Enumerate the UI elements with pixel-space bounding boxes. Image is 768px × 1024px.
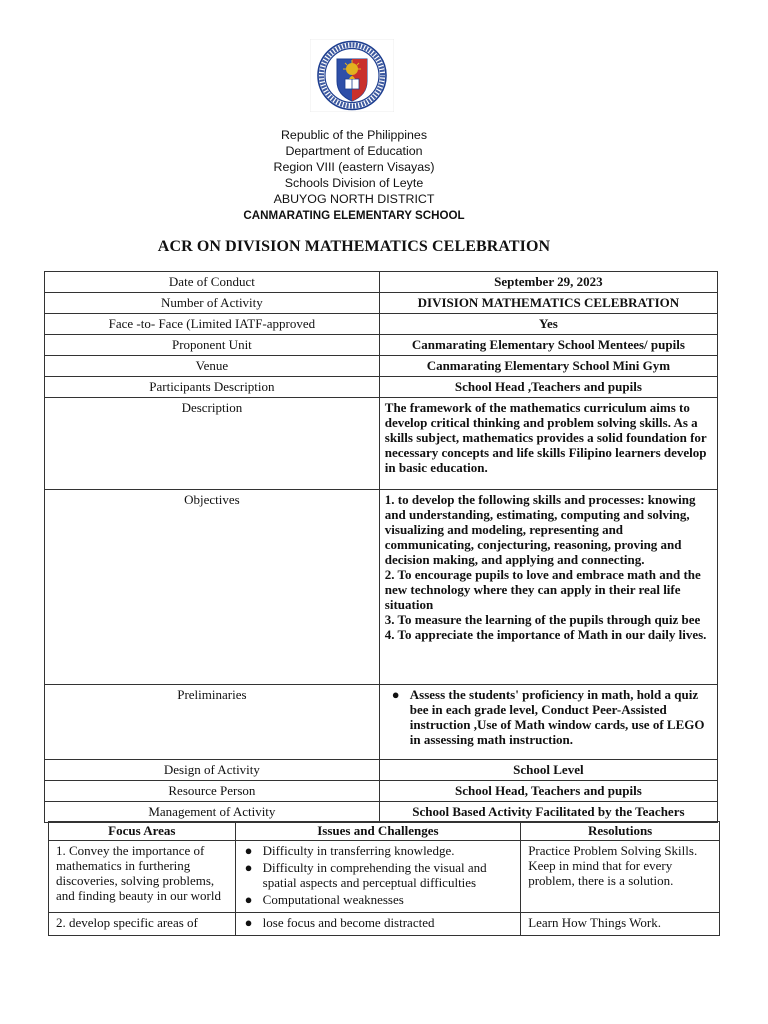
table-row [45,314,718,335]
row-value: Yes [379,314,717,335]
table-row [49,841,720,913]
list-item [391,687,714,747]
table-header-row [49,822,720,841]
focus-areas-table [48,821,720,936]
table-row [45,802,718,823]
objective-item: 2. To encourage pupils to love and embrace math and the new technology where they can apply in their real life situation [384,567,701,612]
row-label: Face -to- Face (Limited IATF-approved [45,314,380,335]
row-value: September 29, 2023 [379,272,717,293]
table-row [45,293,718,314]
table-row [45,781,718,802]
row-label: Resource Person [45,781,380,802]
header-region: Region VIII (eastern Visayas) [273,160,435,175]
row-value: DIVISION MATHEMATICS CELEBRATION [379,293,717,314]
table-row [45,398,718,490]
table-row [45,490,718,685]
header-school: CANMARATING ELEMENTARY SCHOOL [243,209,465,223]
table-row [45,685,718,760]
issues-list [243,915,517,930]
bullet-icon: ● [244,915,253,930]
row-value: School Head, Teachers and pupils [379,781,717,802]
column-header-issues: Issues and Challenges [235,822,521,841]
table-row [49,913,720,936]
document-header [0,127,708,225]
preliminaries-list [385,687,714,747]
issue-text: lose focus and become distracted [262,915,435,930]
header-division: Schools Division of Leyte [284,176,424,191]
row-label: Participants Description [45,377,380,398]
issues-list [243,843,517,907]
header-district: ABUYOG NORTH DISTRICT [273,192,435,207]
table-row [45,335,718,356]
header-republic: Republic of the Philippines [280,128,428,142]
issues-cell [235,913,521,936]
list-item [244,892,517,907]
list-item [244,843,517,858]
focus-cell: 1. Convey the importance of mathematics in furthering discoveries, solving problems, and finding beauty in our world [49,841,236,913]
issue-text: Computational weaknesses [262,892,404,907]
description-value: The framework of the mathematics curriculum aims to develop critical thinking and problem solving skills. As a skills subject, mathematics provides a solid foundation for necessary concepts and life skills Filipino learners develop in basic education. [379,398,717,490]
table-row [45,760,718,781]
table-row [45,272,718,293]
table-row [45,356,718,377]
row-label: Design of Activity [45,760,380,781]
deped-seal-icon [310,39,394,112]
page-title: ACR ON DIVISION MATHEMATICS CELEBRATION [157,238,551,255]
objective-item: 3. To measure the learning of the pupils through quiz bee [384,612,701,627]
list-item [244,860,517,890]
row-value: Canmarating Elementary School Mentees/ pupils [379,335,717,356]
row-label: Description [45,398,380,490]
column-header-focus: Focus Areas [49,822,236,841]
row-label: Preliminaries [45,685,380,760]
row-value: School Level [379,760,717,781]
bullet-icon: ● [391,687,400,702]
bullet-icon: ● [244,843,253,858]
header-department: Department of Education [285,144,423,159]
issues-cell [235,841,521,913]
resolution-cell: Learn How Things Work. [521,913,720,936]
bullet-icon: ● [244,892,253,907]
row-value: Canmarating Elementary School Mini Gym [379,356,717,377]
row-label: Venue [45,356,380,377]
row-label: Management of Activity [45,802,380,823]
row-label: Number of Activity [45,293,380,314]
row-label: Proponent Unit [45,335,380,356]
row-label: Date of Conduct [45,272,380,293]
activity-info-table [44,271,718,823]
list-item [244,915,517,930]
row-label: Objectives [45,490,380,685]
focus-cell: 2. develop specific areas of [49,913,236,936]
issue-text: Difficulty in transferring knowledge. [262,843,455,858]
issue-text: Difficulty in comprehending the visual and spatial aspects and perceptual difficulties [262,860,487,890]
objective-item: 4. To appreciate the importance of Math in our daily lives. [384,627,707,642]
preliminaries-text: Assess the students' proficiency in math, hold a quiz bee in each grade level, Conduct Peer-Assisted instruction ,Use of Math window cards, use of LEGO in assessing math instruction. [409,687,705,747]
objective-item: 1. to develop the following skills and processes: knowing and understanding, estimating, computing and solving, visualizing and modeling, representing and communicating, conjecturing, reasoning, proving and decision making, and applying and connecting. [384,492,696,567]
column-header-resolutions: Resolutions [521,822,720,841]
resolution-cell: Practice Problem Solving Skills. Keep in mind that for every problem, there is a solution. [521,841,720,913]
preliminaries-value [379,685,717,760]
bullet-icon: ● [244,860,253,875]
objectives-value [379,490,717,685]
row-value: School Head ,Teachers and pupils [379,377,717,398]
table-row [45,377,718,398]
row-value: School Based Activity Facilitated by the Teachers [379,802,717,823]
deped-seal [310,39,394,112]
